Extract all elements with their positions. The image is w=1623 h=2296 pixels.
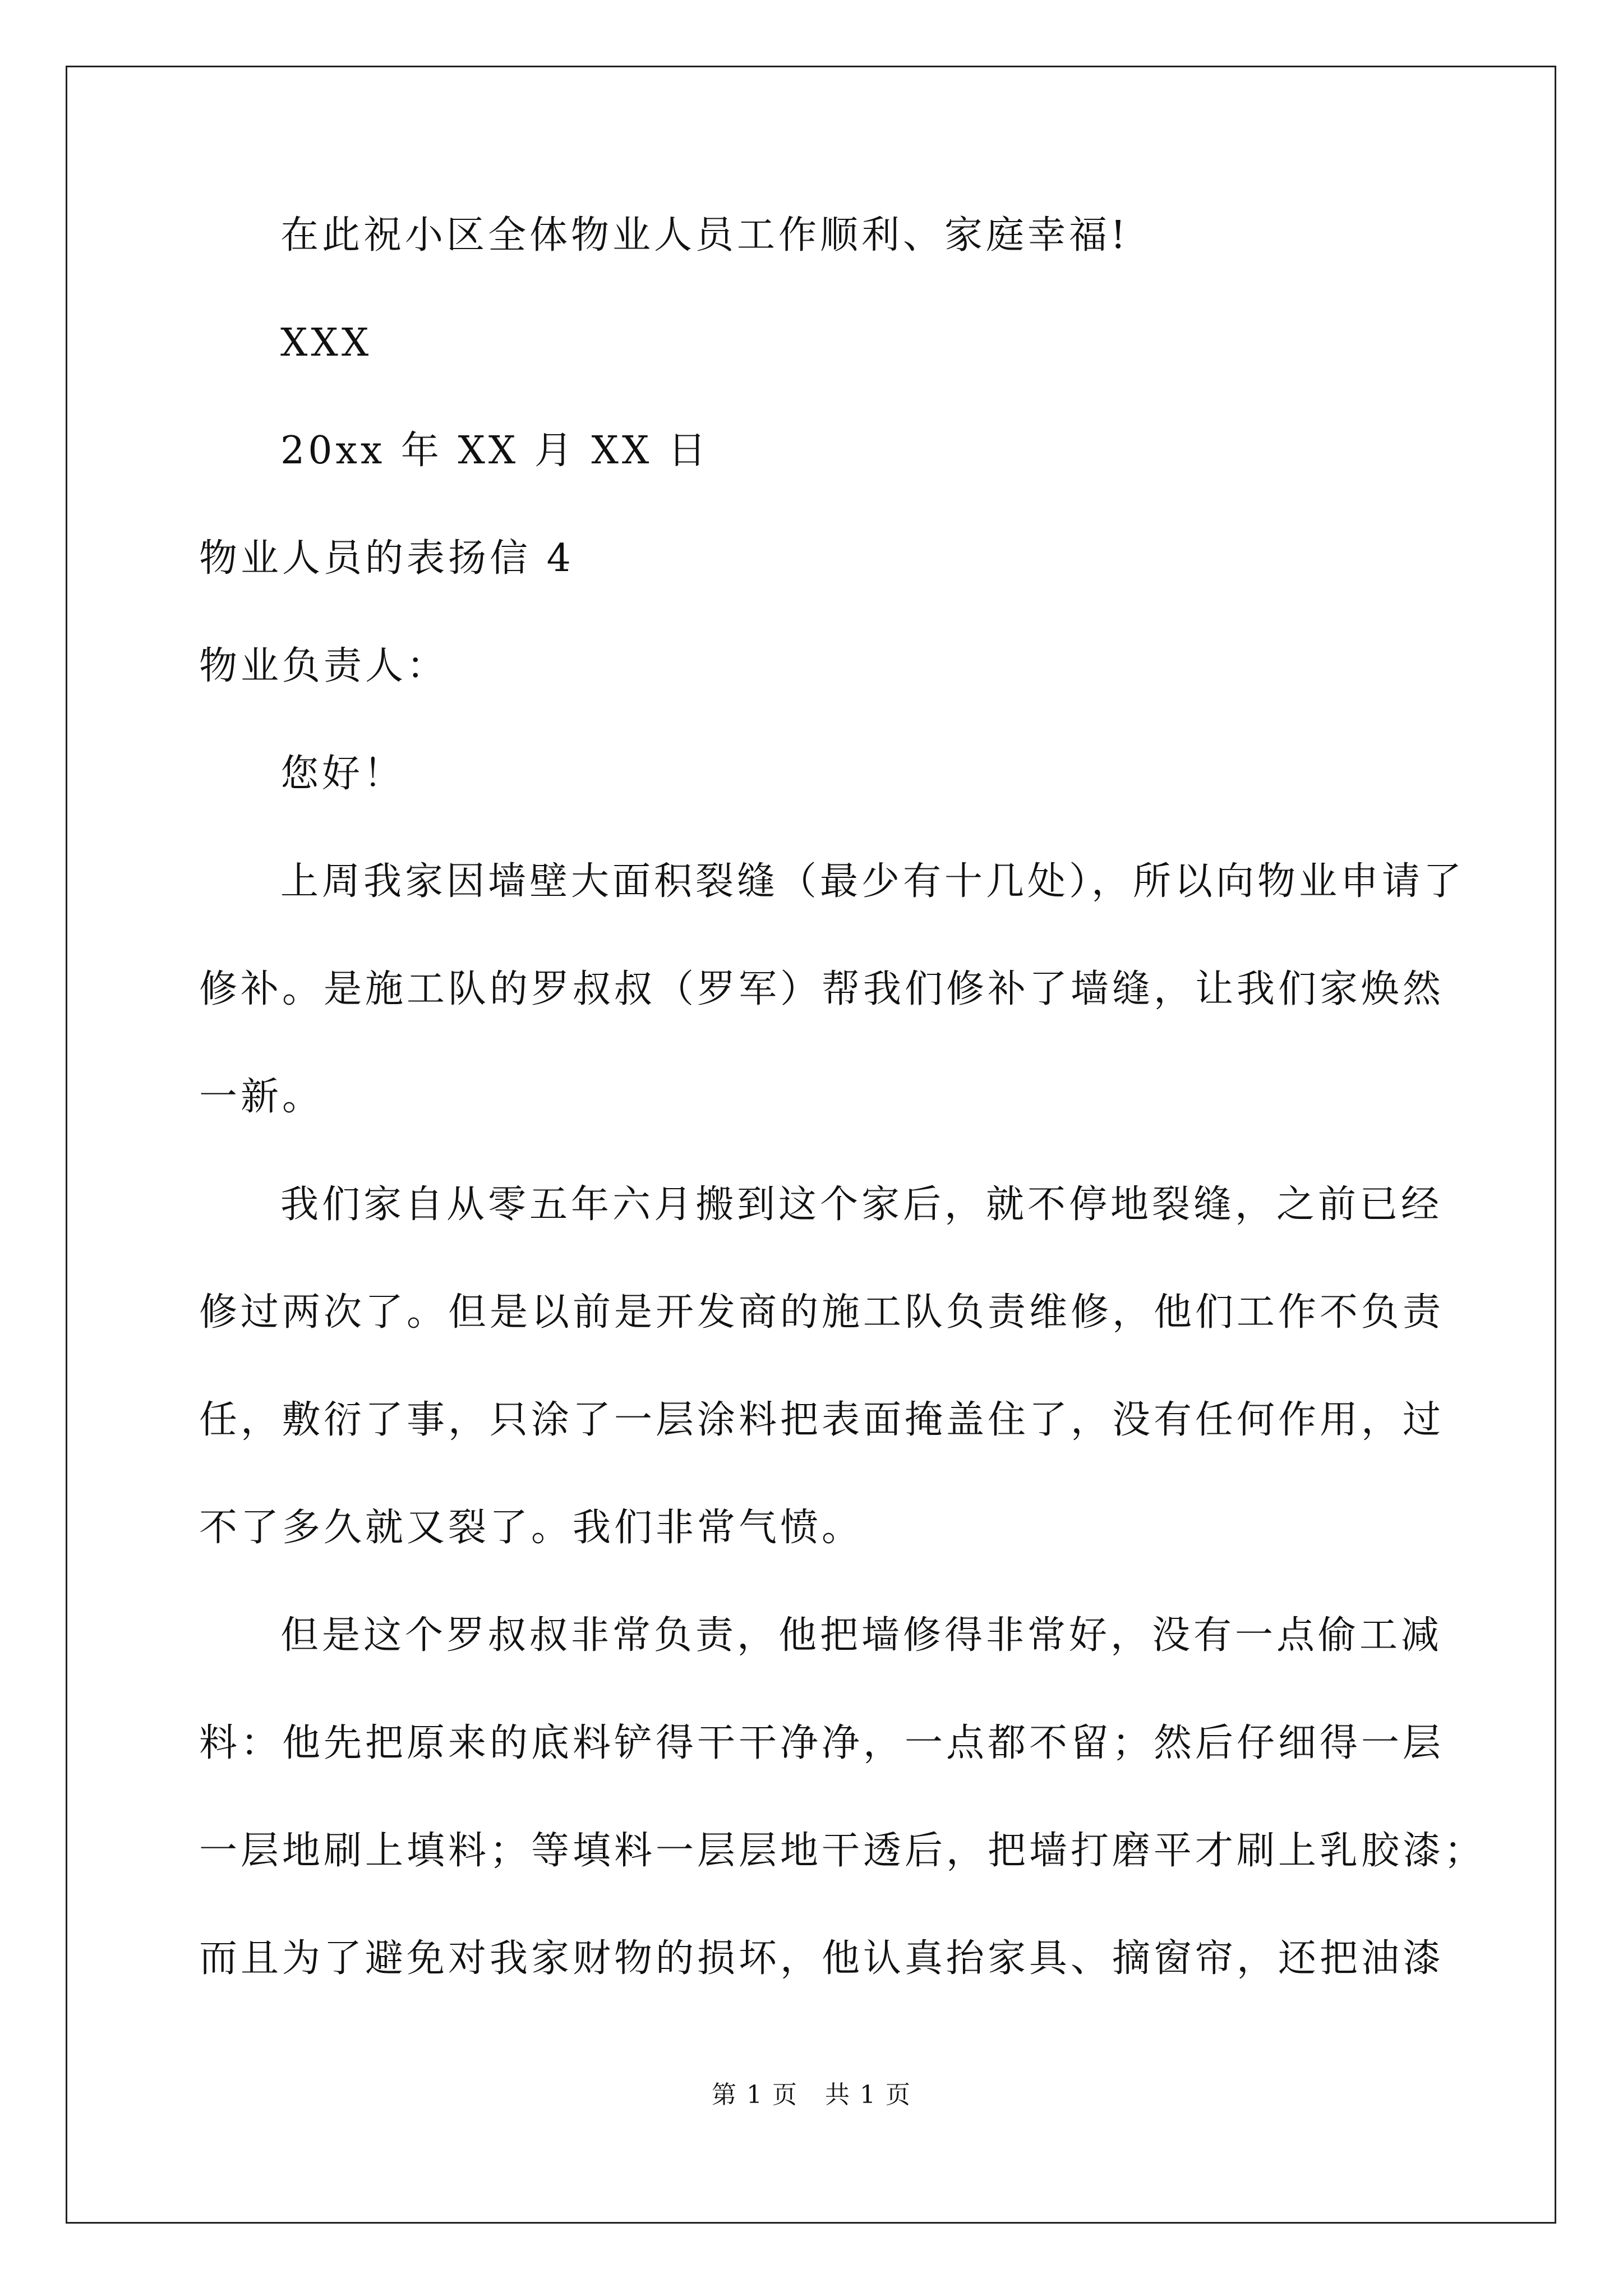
paragraph-line: 料：他先把原来的底料铲得干干净净，一点都不留；然后仔细得一层 (199, 1721, 1445, 1765)
greeting: 您好！ (280, 752, 405, 796)
paragraph-line: 而且为了避免对我家财物的损坏，他认真抬家具、摘窗帘，还把油漆 (199, 1936, 1445, 1981)
paragraph-line: 上周我家因墙壁大面积裂缝（最少有十几处），所以向物业申请了 (280, 859, 1465, 904)
closing-wish: 在此祝小区全体物业人员工作顺利、家庭幸福! (280, 213, 1129, 257)
paragraph-line: 任，敷衍了事，只涂了一层涂料把表面掩盖住了，没有任何作用，过 (199, 1398, 1445, 1442)
paragraph-line: 不了多久就又裂了。我们非常气愤。 (199, 1506, 864, 1550)
paragraph-line: 一新。 (199, 1075, 324, 1119)
page-number: 第 1 页 (712, 2081, 798, 2109)
page-footer (0, 2078, 1623, 2112)
page-border (66, 66, 1556, 2224)
signature-date: 20xx 年 XX 月 XX 日 (280, 429, 709, 473)
paragraph-line: 修补。是施工队的罗叔叔（罗军）帮我们修补了墙缝，让我们家焕然 (199, 967, 1445, 1011)
paragraph-line: 一层地刷上填料；等填料一层层地干透后，把墙打磨平才刷上乳胶漆； (199, 1829, 1486, 1873)
salutation: 物业负责人： (199, 644, 449, 688)
paragraph-line: 但是这个罗叔叔非常负责，他把墙修得非常好，没有一点偷工减 (280, 1613, 1443, 1658)
paragraph-line: 修过两次了。但是以前是开发商的施工队负责维修，他们工作不负责 (199, 1290, 1445, 1335)
signature-name: XXX (280, 321, 372, 365)
paragraph-line: 我们家自从零五年六月搬到这个家后，就不停地裂缝，之前已经 (280, 1182, 1443, 1227)
page-count: 共 1 页 (825, 2081, 911, 2109)
letter-title: 物业人员的表扬信 4 (199, 536, 574, 581)
